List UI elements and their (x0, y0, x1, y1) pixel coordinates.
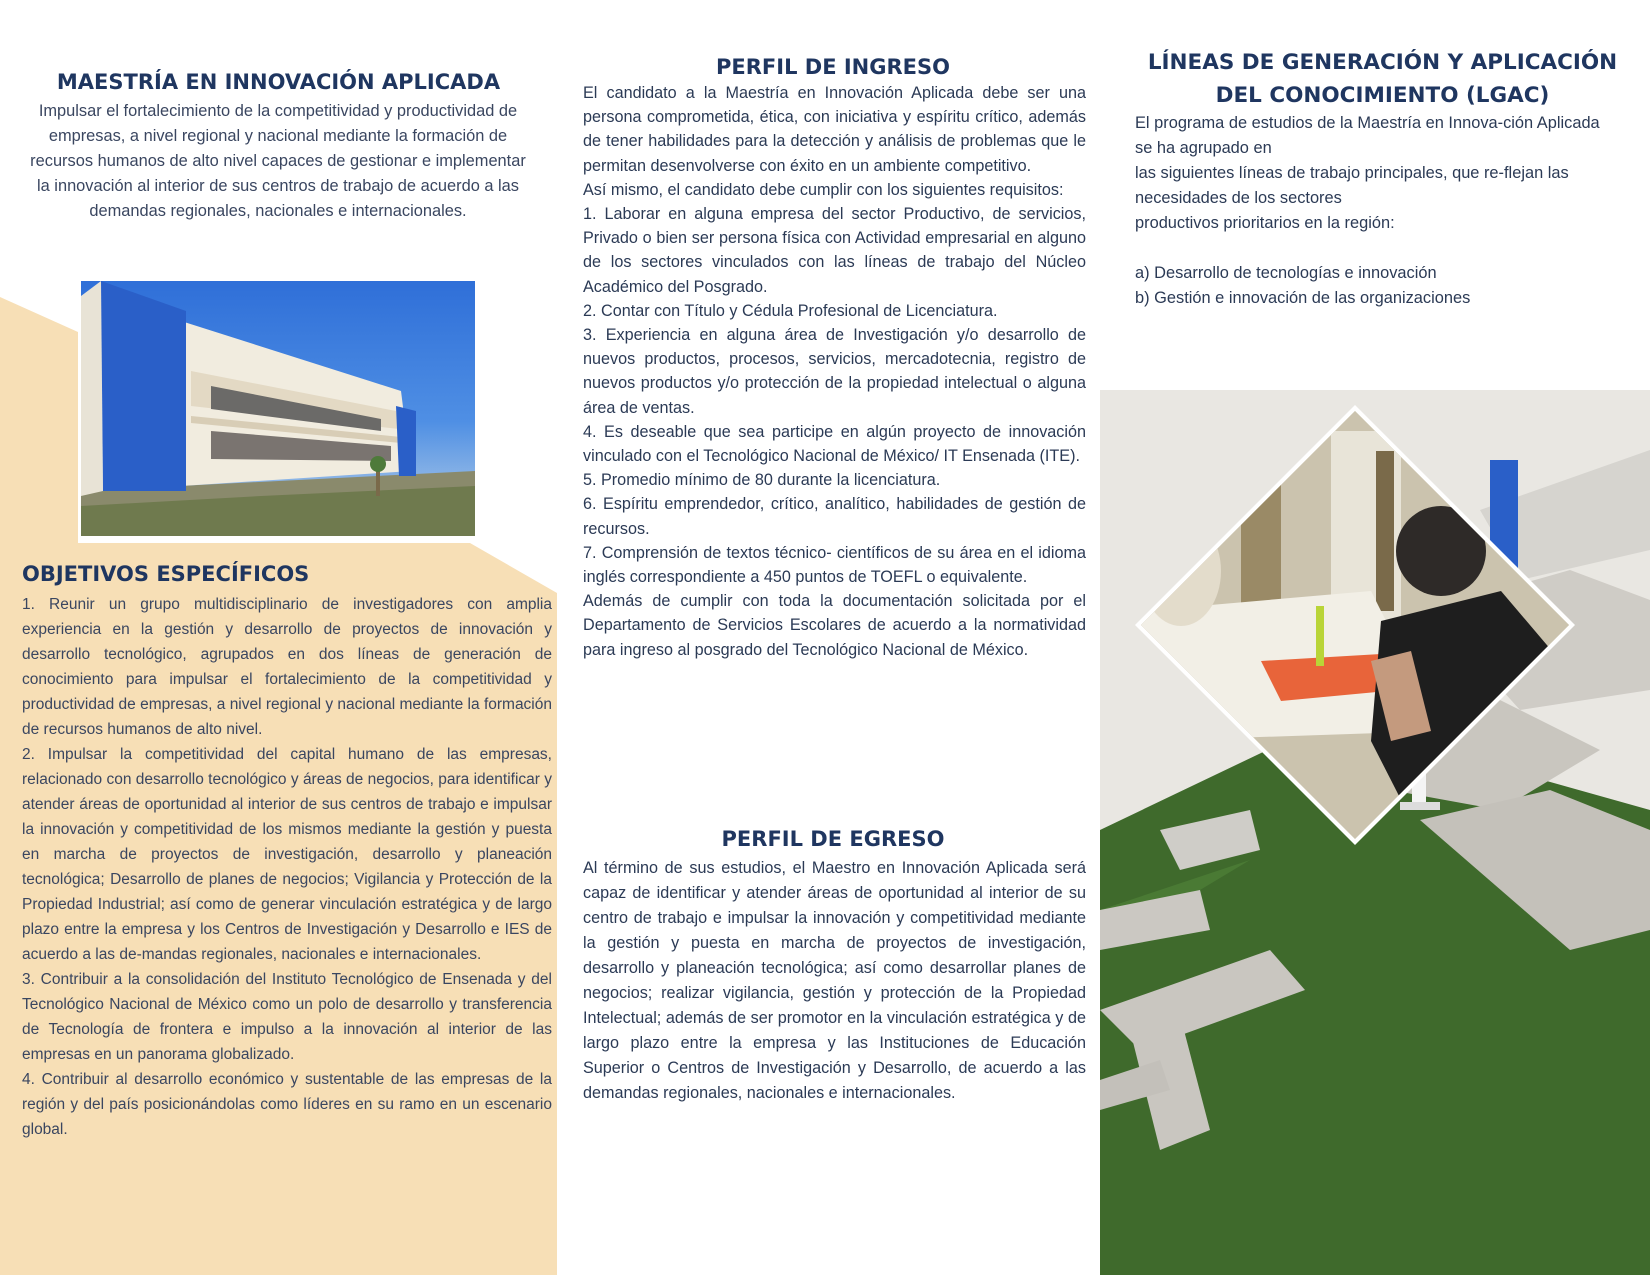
lgac-line-item: a) Desarrollo de tecnologías e innovación (1135, 264, 1437, 282)
objective-item: 4. Contribuir al desarrollo económico y sustentable de las empresas de la región y del país posicionándolas como líderes en su ramo en un escenario global. (22, 1071, 552, 1138)
program-intro: Impulsar el fortalecimiento de la competitividad y productividad de empresas, a nivel regional y nacional mediante la formación de recursos humanos de alto nivel capaces de gestionar e implementar la innovación al interior de sus centros de trabajo de acuerdo a las demandas regionales, nacionales e internacionales. (30, 102, 526, 220)
lgac-paragraph: El programa de estudios de la Maestría en Innova-ción Aplicada se ha agrupado en (1135, 114, 1600, 157)
exit-profile-text: Al término de sus estudios, el Maestro en Innovación Aplicada será capaz de identificar y atender áreas de oportunidad al interior de su centro de trabajo e impulsar la innovación y competitividad mediante la gestión y puesta en marcha de proyectos de investigación, desarrollo y planeación tecnológica; así como desarrollar planes de negocios; realizar vigilancia, gestión y protección de la Propiedad Intelectual; además de ser promotor en la vinculación estratégica y de largo plazo entre la empresa y las Instituciones de Educación Superior o Centros de Investigación y Desarrollo, de acuerdo a las demandas regionales, nacionales e internacionales. (583, 859, 1086, 1102)
lgac-paragraph: las siguientes líneas de trabajo principales, que re-flejan las necesidades de los sectores (1135, 164, 1569, 207)
lgac-paragraph: productivos prioritarios en la región: (1135, 214, 1395, 232)
entry-requirement: 2. Contar con Título y Cédula Profesional de Licenciatura. (583, 301, 998, 320)
entry-profile-paragraph: Además de cumplir con toda la documentación solicitada por el Departamento de Servicios Escolares de acuerdo a la normatividad para ingreso al posgrado del Tecnológico Nacional de México. (583, 592, 1086, 659)
objective-item: 2. Impulsar la competitividad del capital humano de las empresas, relacionado con desarrollo tecnológico y áreas de negocios, para identificar y atender áreas de oportunidad al interior de sus centros de trabajo e impulsar la innovación y competitividad de los mismos mediante la gestión y puesta en marcha de proyectos de investigación, desarrollo y planeación tecnológica; Desarrollo de planes de negocios; Vigilancia y Protección de la Propiedad Industrial; así como de generar vinculación estratégica y de largo plazo entre la empresa y los Centros de Investigación y Desarrollo e IES de acuerdo a las de-mandas regionales, nacionales e internacionales. (22, 746, 552, 963)
lgac-line-item: b) Gestión e innovación de las organizaciones (1135, 289, 1471, 307)
entry-requirement: 1. Laborar en alguna empresa del sector Productivo, de servicios, Privado o bien ser persona física con Actividad empresarial en alguno de los sectores vinculados con las líneas de trabajo del Núcleo Académico del Posgrado. (583, 205, 1086, 296)
objectives-list (22, 592, 552, 1142)
lgac-text (1135, 111, 1610, 311)
entry-requirement: 7. Comprensión de textos técnico- científicos de su área en el idioma inglés correspondiente a 450 puntos de TOEFL o equivalente. (583, 543, 1086, 587)
entry-requirement: 6. Espíritu emprendedor, crítico, analítico, habilidades de gestión de recursos. (583, 495, 1086, 538)
objective-item: 1. Reunir un grupo multidisciplinario de investigadores con amplia experiencia en la gestión y desarrollo de proyectos de innovación y desarrollo tecnológico, agrupados en dos líneas de generación de conocimiento para impulsar el fortalecimiento de la competitividad y productividad de empresas, a nivel regional y nacional mediante la formación de recursos humanos de alto nivel. (22, 596, 552, 738)
campus-building-photo (78, 278, 478, 539)
entry-requirement: 3. Experiencia en alguna área de Investigación y/o desarrollo de nuevos productos, procesos, servicios, mercadotecnia, registro de nuevos productos y/o protección de la propiedad intelectual o alguna área de ventas. (583, 326, 1086, 417)
program-title: MAESTRÍA EN INNOVACIÓN APLICADA (56, 70, 501, 94)
entry-requirement: 4. Es deseable que sea participe en algún proyecto de innovación vinculado con el Tecnológico Nacional de México/ IT Ensenada (ITE). (583, 422, 1086, 466)
entry-profile-paragraph: El candidato a la Maestría en Innovación Aplicada debe ser una persona comprometida, ética, con iniciativa y espíritu crítico, además de tener habilidades para la detección y análisis de problemas que le permitan desenvolverse con éxito en un ambiente competitivo. (583, 84, 1086, 175)
objective-item: 3. Contribuir a la consolidación del Instituto Tecnológico de Ensenada y del Tecnológico Nacional de México como un polo de desarrollo y transferencia de Tecnología de frontera e impulso a la innovación al interior de las empresas en un panorama globalizado. (22, 971, 552, 1063)
lgac-title: LÍNEAS DE GENERACIÓN Y APLICACIÓN DEL CONOCIMIENTO (LGAC) (1147, 50, 1618, 108)
entry-profile-text (583, 81, 1086, 662)
entry-profile-paragraph: Así mismo, el candidato debe cumplir con los siguientes requisitos: (583, 180, 1064, 199)
objectives-title: OBJETIVOS ESPECÍFICOS (22, 562, 310, 586)
entry-profile-title: PERFIL DE INGRESO (716, 55, 950, 79)
entry-requirement: 5. Promedio mínimo de 80 durante la licenciatura. (583, 471, 941, 490)
exit-profile-title: PERFIL DE EGRESO (721, 827, 945, 851)
